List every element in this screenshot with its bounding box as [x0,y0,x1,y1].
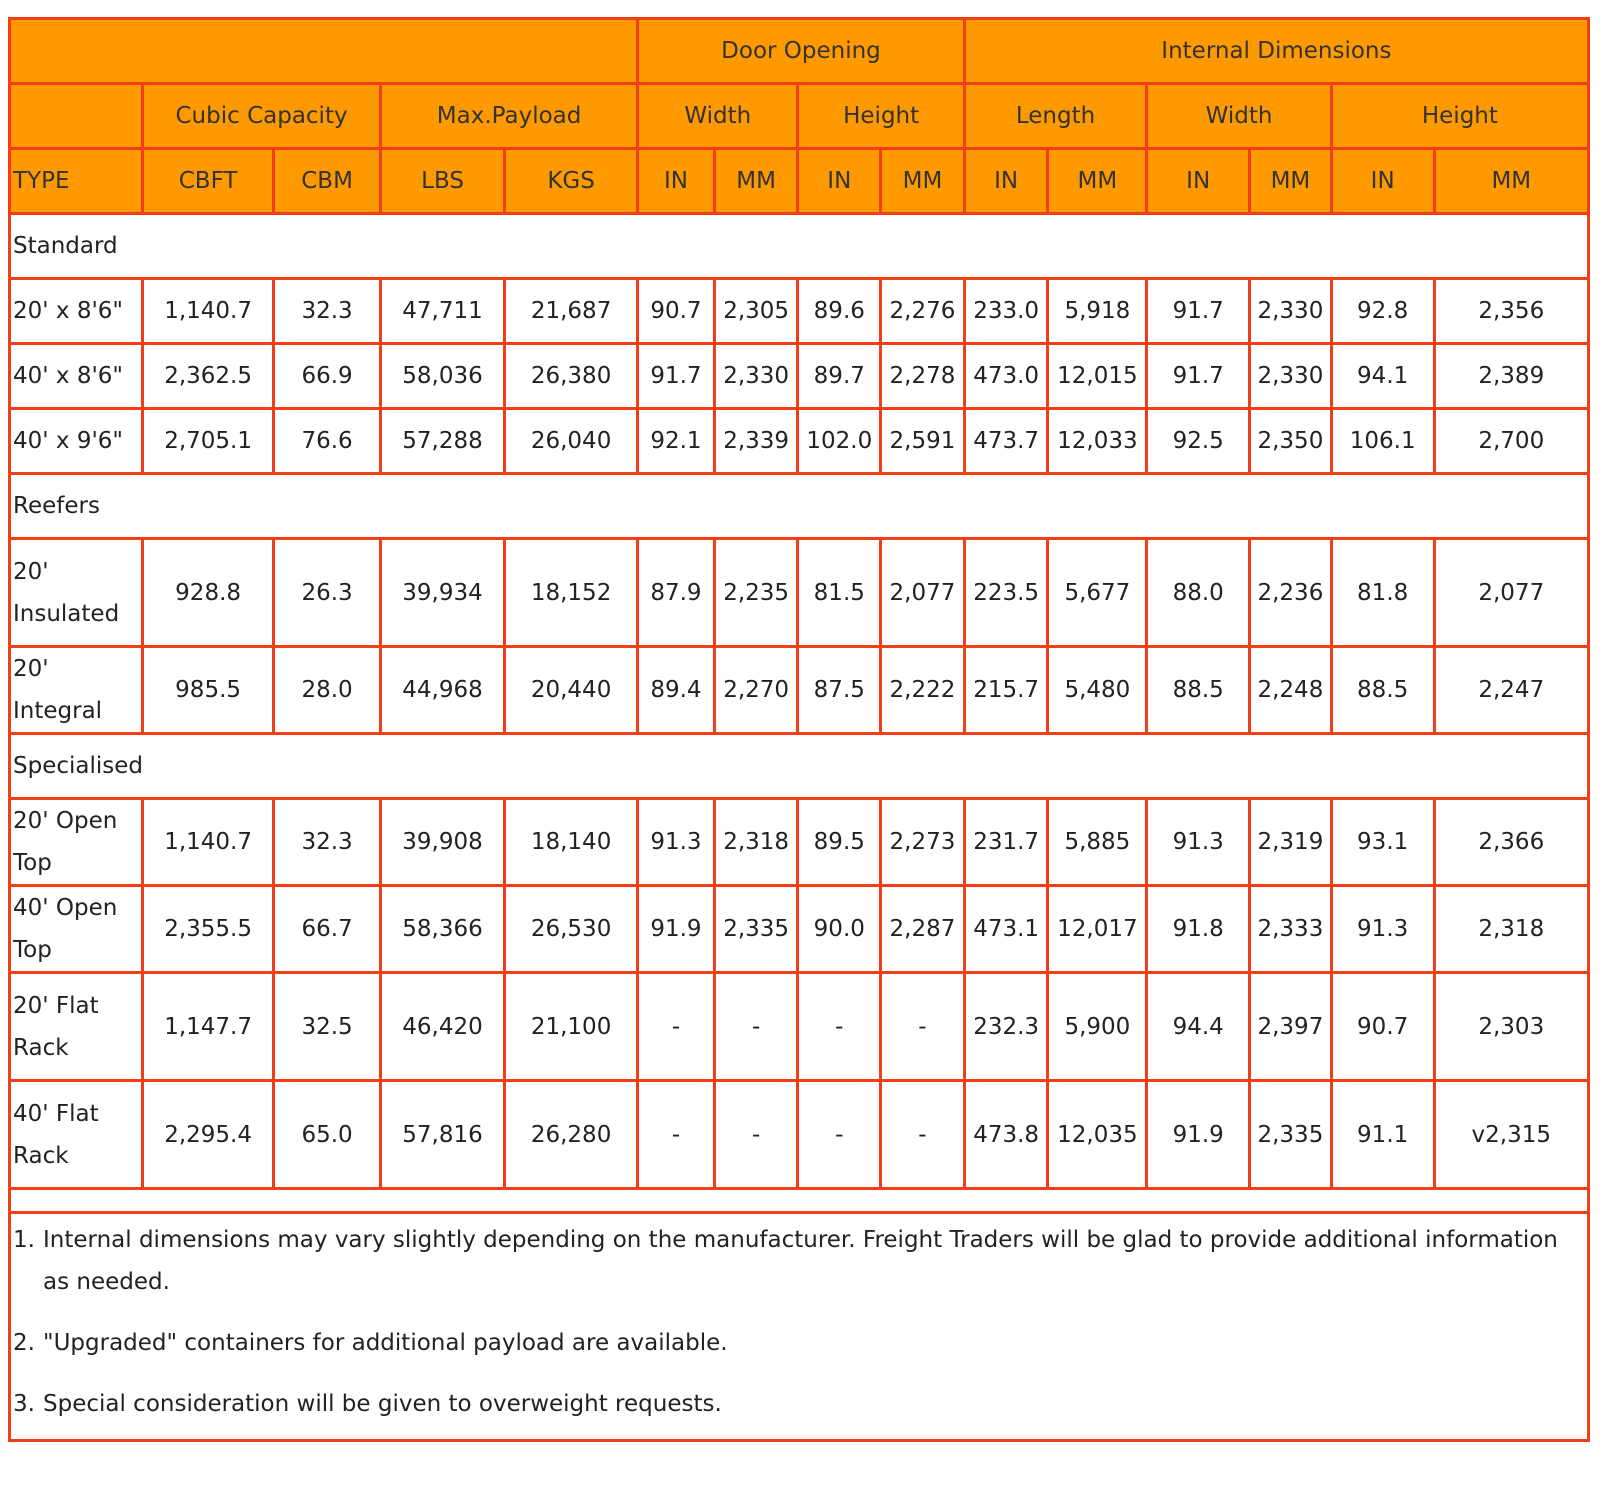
table-cell: 89.7 [798,344,881,409]
table-cell: 2,397 [1250,973,1332,1081]
header-blank-type [10,84,143,149]
table-cell: 88.5 [1331,647,1434,734]
table-cell: 2,700 [1434,409,1588,474]
table-cell: 473.1 [964,886,1048,973]
table-cell: 81.5 [798,539,881,647]
table-cell: 2,319 [1250,799,1332,886]
table-cell: 39,934 [381,539,505,647]
table-cell: 39,908 [381,799,505,886]
table-cell: 57,816 [381,1081,505,1189]
section-row [10,474,1589,539]
table-cell: 94.1 [1331,344,1434,409]
section-row [10,734,1589,799]
header-row-groups [10,19,1589,84]
table-cell: 106.1 [1331,409,1434,474]
section-title: Reefers [10,474,1589,539]
table-cell: 2,247 [1434,647,1588,734]
header-max-payload: Max.Payload [381,84,638,149]
table-cell: 66.7 [274,886,381,973]
table-cell: 2,303 [1434,973,1588,1081]
table-cell: 928.8 [143,539,274,647]
table-cell: 58,366 [381,886,505,973]
header-unit-cell: LBS [381,149,505,214]
header-unit-cell: MM [714,149,798,214]
table-cell: 473.8 [964,1081,1048,1189]
header-unit-cell: IN [638,149,715,214]
table-cell: 32.5 [274,973,381,1081]
header-unit-cell: IN [1147,149,1250,214]
table-cell: 18,152 [505,539,638,647]
container-type: 40' Open Top [10,886,143,973]
table-cell: 2,236 [1250,539,1332,647]
table-cell: 66.9 [274,344,381,409]
table-cell: 58,036 [381,344,505,409]
table-cell: 2,318 [1434,886,1588,973]
table-row [10,344,1589,409]
table-cell: 102.0 [798,409,881,474]
table-row [10,1081,1589,1189]
table-cell: 44,968 [381,647,505,734]
table-cell: 32.3 [274,799,381,886]
table-cell: 26,380 [505,344,638,409]
table-cell: 5,480 [1048,647,1147,734]
container-type: 40' x 9'6" [10,409,143,474]
table-cell: 2,330 [1250,279,1332,344]
table-cell: 89.6 [798,279,881,344]
table-cell: 91.7 [1147,279,1250,344]
table-cell: 90.7 [1331,973,1434,1081]
table-cell: 2,335 [1250,1081,1332,1189]
table-cell: 2,278 [881,344,965,409]
header-door-opening: Door Opening [638,19,965,84]
container-specs-table [8,17,1590,1442]
section-title: Specialised [10,734,1589,799]
table-row [10,409,1589,474]
table-cell: 28.0 [274,647,381,734]
header-internal-width: Width [1147,84,1331,149]
table-cell: 88.0 [1147,539,1250,647]
table-cell: 2,389 [1434,344,1588,409]
table-cell: 2,287 [881,886,965,973]
table-cell: 5,900 [1048,973,1147,1081]
table-cell: 1,147.7 [143,973,274,1081]
table-cell: 12,033 [1048,409,1147,474]
table-cell: 91.9 [1147,1081,1250,1189]
table-cell: 5,885 [1048,799,1147,886]
header-internal-dimensions: Internal Dimensions [964,19,1588,84]
table-cell: 2,330 [1250,344,1332,409]
table-cell: 2,305 [714,279,798,344]
container-type: 20' Insulated [10,539,143,647]
note-item [13,1219,1585,1303]
table-cell: 91.7 [638,344,715,409]
table-cell: - [881,1081,965,1189]
section-row [10,214,1589,279]
notes-row [10,1213,1589,1441]
spacer-cell [10,1189,1589,1213]
header-internal-length: Length [964,84,1146,149]
header-row-units [10,149,1589,214]
note-text: Internal dimensions may vary slightly depending on the manufacturer. Freight Traders will be glad to provide additional information as needed. [43,1227,1558,1295]
table-cell: 91.9 [638,886,715,973]
table-cell: 1,140.7 [143,279,274,344]
header-internal-height: Height [1331,84,1588,149]
header-unit-cell: IN [964,149,1048,214]
table-cell: 89.5 [798,799,881,886]
note-number: 2. [13,1330,35,1356]
table-cell: 223.5 [964,539,1048,647]
table-cell: 2,222 [881,647,965,734]
table-cell: 92.5 [1147,409,1250,474]
table-cell: 21,100 [505,973,638,1081]
table-cell: 26,280 [505,1081,638,1189]
table-cell: 2,318 [714,799,798,886]
table-cell: 92.1 [638,409,715,474]
table-cell: 94.4 [1147,973,1250,1081]
note-number: 1. [13,1227,35,1253]
table-cell: - [714,973,798,1081]
header-unit-type: TYPE [10,149,143,214]
table-row [10,886,1589,973]
table-cell: 20,440 [505,647,638,734]
table-row [10,279,1589,344]
header-unit-cell: IN [1331,149,1434,214]
table-cell: 18,140 [505,799,638,886]
container-type: 20' Flat Rack [10,973,143,1081]
table-cell: 90.0 [798,886,881,973]
table-cell: 21,687 [505,279,638,344]
container-type: 20' x 8'6" [10,279,143,344]
table-cell: 88.5 [1147,647,1250,734]
container-type: 20' Open Top [10,799,143,886]
spacer-row [10,1189,1589,1213]
table-cell: 12,035 [1048,1081,1147,1189]
table-cell: 1,140.7 [143,799,274,886]
table-cell: v2,315 [1434,1081,1588,1189]
note-number: 3. [13,1391,35,1417]
table-cell: 2,276 [881,279,965,344]
table-cell: 2,077 [1434,539,1588,647]
container-type: 40' x 8'6" [10,344,143,409]
table-cell: 89.4 [638,647,715,734]
header-unit-cell: IN [798,149,881,214]
table-cell: 87.9 [638,539,715,647]
table-cell: - [638,973,715,1081]
table-cell: 233.0 [964,279,1048,344]
table-cell: 91.3 [638,799,715,886]
table-cell: 473.0 [964,344,1048,409]
table-cell: 985.5 [143,647,274,734]
header-unit-cell: MM [1434,149,1588,214]
table-cell: 2,270 [714,647,798,734]
table-cell: 2,356 [1434,279,1588,344]
table-cell: 2,350 [1250,409,1332,474]
table-row [10,539,1589,647]
table-cell: 2,591 [881,409,965,474]
table-cell: 87.5 [798,647,881,734]
table-cell: - [638,1081,715,1189]
table-cell: 91.8 [1147,886,1250,973]
table-cell: 2,333 [1250,886,1332,973]
table-cell: 47,711 [381,279,505,344]
table-cell: 12,017 [1048,886,1147,973]
table-cell: 91.3 [1331,886,1434,973]
table-cell: 2,355.5 [143,886,274,973]
table-cell: 2,339 [714,409,798,474]
table-cell: 231.7 [964,799,1048,886]
table-cell: 26,530 [505,886,638,973]
container-type: 20' Integral [10,647,143,734]
table-cell: 12,015 [1048,344,1147,409]
table-cell: 232.3 [964,973,1048,1081]
header-unit-cell: CBM [274,149,381,214]
table-cell: 473.7 [964,409,1048,474]
container-type: 40' Flat Rack [10,1081,143,1189]
table-cell: 32.3 [274,279,381,344]
header-cubic-capacity: Cubic Capacity [143,84,381,149]
table-cell: 92.8 [1331,279,1434,344]
table-cell: 2,366 [1434,799,1588,886]
table-cell: - [881,973,965,1081]
table-cell: 91.3 [1147,799,1250,886]
section-title: Standard [10,214,1589,279]
notes-list [13,1214,1585,1439]
header-unit-cell: KGS [505,149,638,214]
table-cell: 2,295.4 [143,1081,274,1189]
header-row-measures [10,84,1589,149]
header-blank [10,19,638,84]
table-cell: 2,335 [714,886,798,973]
table-cell: 91.1 [1331,1081,1434,1189]
table-cell: 2,077 [881,539,965,647]
table-cell: - [798,1081,881,1189]
table-cell: 26.3 [274,539,381,647]
table-cell: 65.0 [274,1081,381,1189]
table-cell: 5,918 [1048,279,1147,344]
header-unit-cell: MM [1048,149,1147,214]
table-cell: 2,705.1 [143,409,274,474]
header-door-height: Height [798,84,964,149]
table-cell: 5,677 [1048,539,1147,647]
table-cell: 93.1 [1331,799,1434,886]
specs-table [8,17,1590,1442]
table-cell: 215.7 [964,647,1048,734]
table-cell: 76.6 [274,409,381,474]
table-cell: 2,235 [714,539,798,647]
header-unit-cell: MM [1250,149,1332,214]
table-cell: 2,273 [881,799,965,886]
header-unit-cell: MM [881,149,965,214]
table-cell: - [798,973,881,1081]
table-cell: 2,248 [1250,647,1332,734]
table-cell: 90.7 [638,279,715,344]
table-cell: 57,288 [381,409,505,474]
table-cell: 81.8 [1331,539,1434,647]
note-text: Special consideration will be given to overweight requests. [43,1391,722,1417]
table-row [10,647,1589,734]
notes-cell [10,1213,1589,1441]
table-cell: 2,362.5 [143,344,274,409]
note-item [13,1322,1585,1364]
header-unit-cell: CBFT [143,149,274,214]
table-cell: - [714,1081,798,1189]
table-row [10,973,1589,1081]
table-cell: 26,040 [505,409,638,474]
note-item [13,1383,1585,1425]
table-cell: 2,330 [714,344,798,409]
table-row [10,799,1589,886]
table-cell: 91.7 [1147,344,1250,409]
table-cell: 46,420 [381,973,505,1081]
header-door-width: Width [638,84,798,149]
note-text: "Upgraded" containers for additional payload are available. [43,1330,728,1356]
